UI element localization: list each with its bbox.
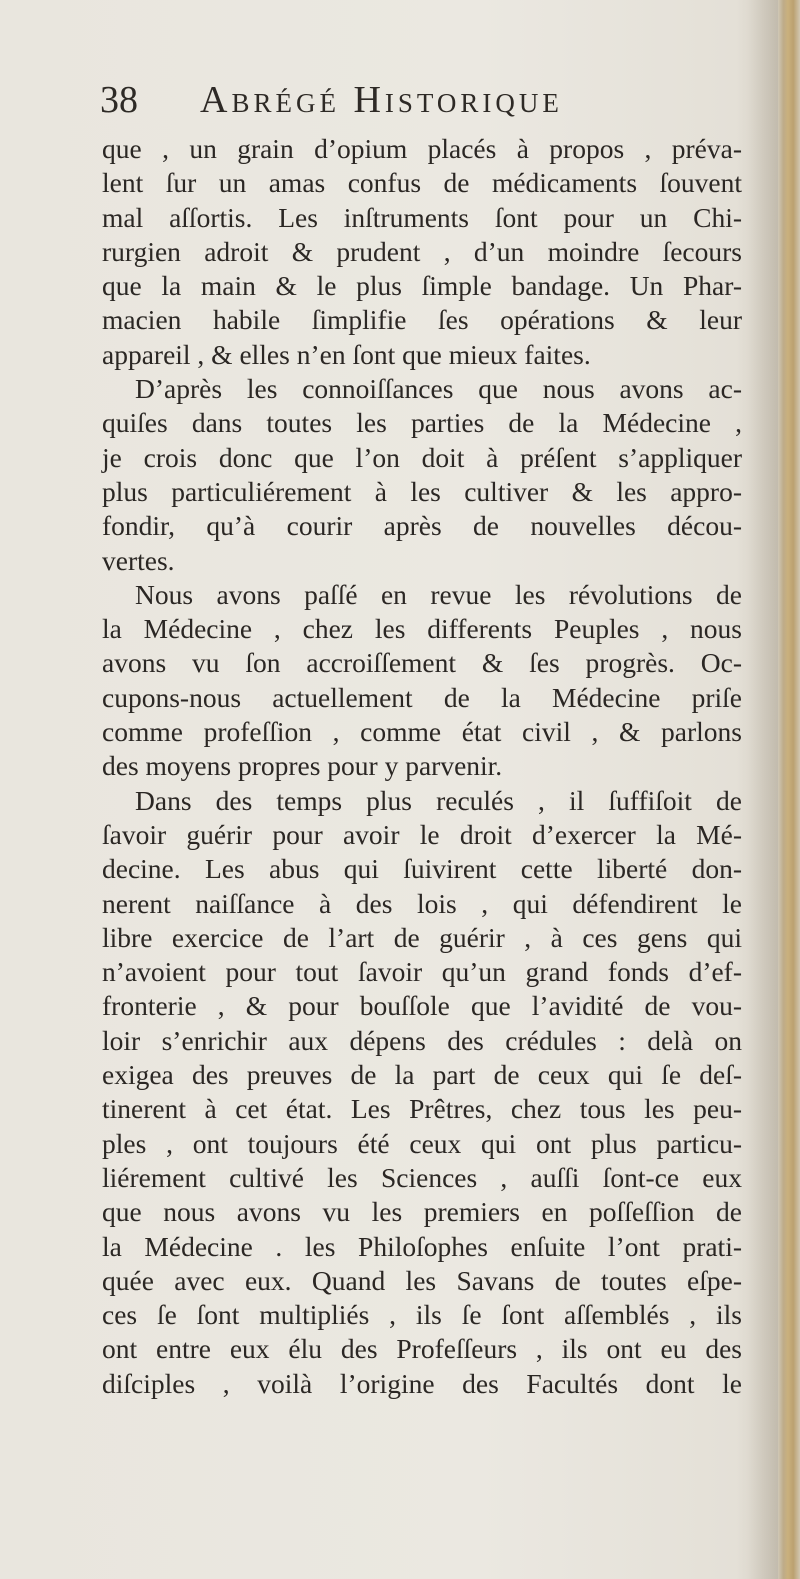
text-line: plus particuliérement à les cultiver & les appro- (102, 475, 742, 507)
text-line: ces ſe ſont multipliés , ils ſe ſont aſſemblés , ils (102, 1299, 742, 1331)
text-line: n’avoient pour tout ſavoir qu’un grand fonds d’ef- (102, 956, 742, 988)
running-title: Abrégé Historique (200, 79, 563, 121)
text-line: Dans des temps plus reculés , il ſuffiſoit de (135, 784, 742, 816)
text-line: appareil , & elles n’en ſont que mieux faites. (102, 338, 591, 370)
text-line: D’après les connoiſſances que nous avons ac- (135, 373, 742, 405)
text-line: fondir, qu’à courir après de nouvelles décou- (102, 510, 742, 542)
text-line: je crois donc que l’on doit à préſent s’appliquer (102, 441, 742, 473)
text-line: ples , ont toujours été ceux qui ont plus particu- (102, 1127, 742, 1159)
text-line: libre exercice de l’art de guérir , à ces gens qui (102, 921, 742, 953)
text-line: la Médecine . les Philoſophes enſuite l’ont prati- (102, 1230, 742, 1262)
page-number: 38 (100, 79, 138, 121)
text-line: liérement cultivé les Sciences , auſſi ſont-ce eux (102, 1161, 742, 1193)
text-line: que nous avons vu les premiers en poſſeſſion de (102, 1196, 742, 1228)
text-line: comme profeſſion , comme état civil , & parlons (102, 716, 742, 748)
body-text (102, 132, 742, 1401)
text-line: que la main & le plus ſimple bandage. Un Phar- (102, 270, 742, 302)
text-line: quiſes dans toutes les parties de la Médecine , (102, 407, 742, 439)
text-line: ſavoir guérir pour avoir le droit d’exercer la Mé- (102, 818, 742, 850)
text-line: decine. Les abus qui ſuivirent cette liberté don- (102, 853, 742, 885)
text-line: vertes. (102, 544, 175, 576)
text-line: macien habile ſimplifie ſes opérations & leur (102, 304, 742, 336)
text-line: mal aſſortis. Les inſtruments ſont pour un Chi- (102, 201, 742, 233)
text-line: ont entre eux élu des Profeſſeurs , ils ont eu des (102, 1333, 742, 1365)
text-line: diſciples , voilà l’origine des Facultés dont le (102, 1367, 742, 1399)
text-line: nerent naiſſance à des lois , qui défendirent le (102, 887, 742, 919)
text-line: Nous avons paſſé en revue les révolutions de (135, 578, 742, 610)
text-line: des moyens propres pour y parvenir. (102, 750, 503, 782)
text-line: loir s’enrichir aux dépens des crédules : delà on (102, 1024, 742, 1056)
page-header (100, 72, 680, 128)
text-line: quée avec eux. Quand les Savans de toutes eſpe- (102, 1264, 742, 1296)
text-line: avons vu ſon accroiſſement & ſes progrès. Oc- (102, 647, 742, 679)
text-line: la Médecine , chez les differents Peuples , nous (102, 613, 742, 645)
text-line: fronterie , & pour bouſſole que l’avidité de vou- (102, 990, 742, 1022)
page-edge-shadow (748, 0, 778, 1579)
page-edge (778, 0, 800, 1579)
text-line: tinerent à cet état. Les Prêtres, chez tous les peu- (102, 1093, 742, 1125)
text-line: lent ſur un amas confus de médicaments ſouvent (102, 167, 742, 199)
text-line: exigea des preuves de la part de ceux qui ſe deſ- (102, 1059, 742, 1091)
text-line: rurgien adroit & prudent , d’un moindre ſecours (102, 235, 742, 267)
text-line: que , un grain d’opium placés à propos , préva- (102, 133, 742, 164)
text-line: cupons-nous actuellement de la Médecine priſe (102, 681, 742, 713)
